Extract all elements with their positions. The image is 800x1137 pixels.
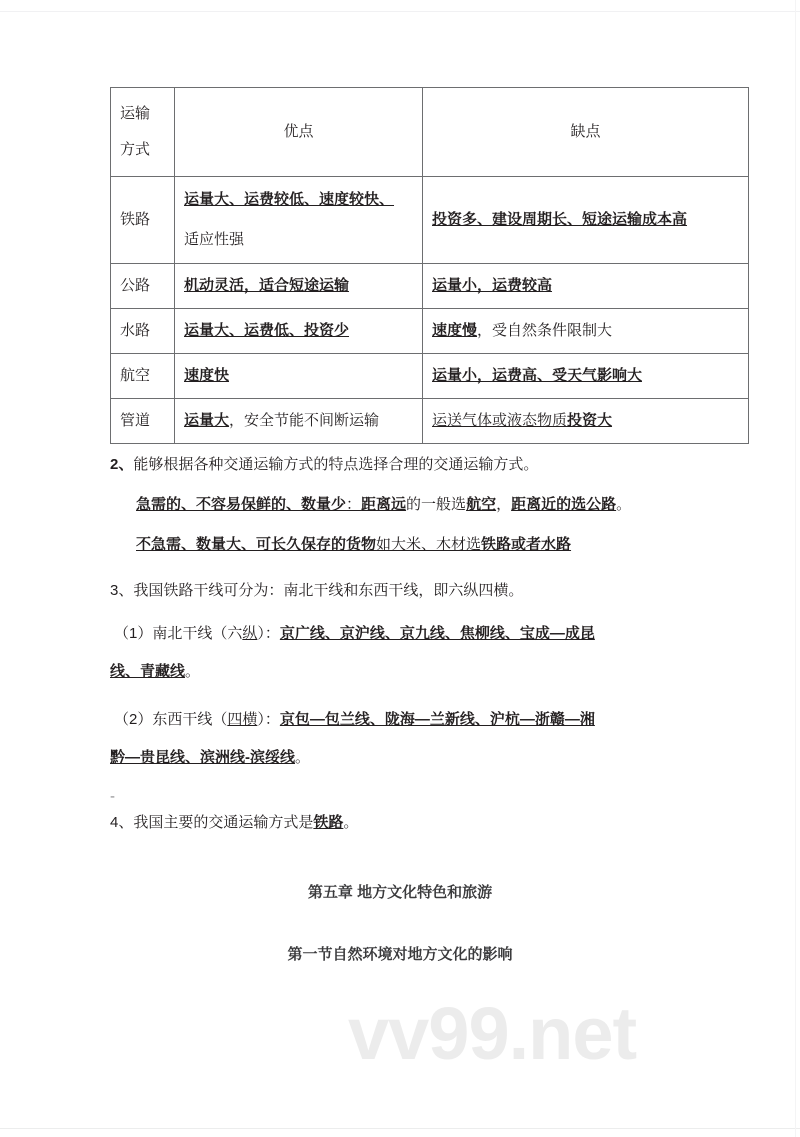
paragraph-item-3-sub-2-line-1 bbox=[114, 710, 595, 730]
highway-con-text: 运量小，运费较高 bbox=[432, 277, 553, 294]
header-cell-advantages: 优点 bbox=[175, 88, 423, 177]
item-4-text: 我国主要的交通运输方式是 bbox=[133, 814, 314, 831]
watermark: vv99.net bbox=[348, 992, 637, 1075]
cell-mode-highway: 公路 bbox=[111, 264, 175, 309]
sub1-plain-4: 。 bbox=[616, 496, 632, 513]
page-bottom-edge-line bbox=[0, 1128, 800, 1129]
waterway-pro-text: 运量大、运费低、投资少 bbox=[184, 322, 350, 339]
sub2-plain-1: 如大米、木材选 bbox=[376, 536, 482, 553]
table-row bbox=[111, 264, 749, 309]
highway-pro-text: 机动灵活，适合短途运输 bbox=[184, 277, 350, 294]
sub1-bold-3: 航空 bbox=[466, 496, 497, 513]
cell-advantages-rail bbox=[175, 177, 423, 264]
header-mode-line2: 方式 bbox=[120, 141, 151, 158]
sub1-bold-2: 距离远 bbox=[361, 496, 407, 513]
paragraph-item-3-sub-1-line-2 bbox=[110, 662, 200, 682]
sub3-2-period: 。 bbox=[295, 749, 311, 766]
sub1-plain-3: ， bbox=[496, 496, 512, 513]
sub3-1-lines-cont: 线、青藏线 bbox=[110, 663, 186, 680]
item-3-number: 3、 bbox=[110, 582, 134, 599]
sub1-plain-1: ： bbox=[346, 496, 362, 513]
paragraph-item-3 bbox=[110, 581, 523, 601]
aviation-con-text: 运量小，运费高、受天气影响大 bbox=[432, 367, 643, 384]
item-2-text: 能够根据各种交通运输方式的特点选择合理的交通运输方式。 bbox=[133, 456, 539, 473]
section-heading: 第一节自然环境对地方文化的影响 bbox=[287, 946, 513, 963]
sub3-1-period: 。 bbox=[185, 663, 201, 680]
separator-dash: - bbox=[110, 788, 115, 805]
rail-pro-line2: 适应性强 bbox=[184, 231, 245, 248]
cell-disadvantages-highway bbox=[423, 264, 749, 309]
cell-mode-rail: 铁路 bbox=[111, 177, 175, 264]
sub1-bold-4: 距离近的选公路 bbox=[511, 496, 617, 513]
cell-disadvantages-waterway bbox=[423, 309, 749, 354]
chapter-heading: 第五章 地方文化特色和旅游 bbox=[307, 884, 493, 901]
sub3-2-label: （2）东西干线（ bbox=[114, 711, 228, 728]
sub2-bold-2: 铁路或者水路 bbox=[481, 536, 572, 553]
cell-mode-aviation: 航空 bbox=[111, 354, 175, 399]
cell-advantages-waterway bbox=[175, 309, 423, 354]
table-header-row bbox=[111, 88, 749, 177]
item-3-text: 我国铁路干线可分为：南北干线和东西干线，即六纵四横。 bbox=[133, 582, 524, 599]
sub1-plain-2: 的一般选 bbox=[406, 496, 467, 513]
sub3-2-label-underline: 四横 bbox=[227, 711, 258, 728]
rail-pro-line1: 运量大、运费较低、速度较快、 bbox=[184, 191, 395, 208]
sub3-1-label: （1）南北干线（六 bbox=[114, 625, 243, 642]
aviation-pro-text: 速度快 bbox=[184, 367, 230, 384]
transport-modes-table bbox=[110, 87, 749, 444]
sub2-bold-1: 不急需、数量大、可长久保存的货物 bbox=[136, 536, 377, 553]
pipeline-con-bold: 投资大 bbox=[567, 412, 613, 429]
header-cell-disadvantages: 缺点 bbox=[423, 88, 749, 177]
sub3-1-lines: 京广线、京沪线、京九线、焦柳线、宝成—成昆 bbox=[279, 625, 595, 642]
paragraph-item-3-sub-2-line-2 bbox=[110, 748, 310, 768]
header-mode-line1: 运输 bbox=[120, 105, 151, 122]
sub3-2-label-end: ）： bbox=[257, 711, 280, 728]
pipeline-pro-plain: ，安全节能不间断运输 bbox=[229, 412, 380, 429]
paragraph-item-2-sub-2 bbox=[136, 535, 571, 555]
cell-disadvantages-pipeline bbox=[423, 399, 749, 444]
page-right-edge-line bbox=[795, 0, 796, 1137]
page-top-edge-line bbox=[0, 11, 800, 12]
item-4-bold: 铁路 bbox=[313, 814, 344, 831]
sub3-1-label-end: ）： bbox=[257, 625, 280, 642]
item-4-number: 4、 bbox=[110, 814, 134, 831]
table-row bbox=[111, 399, 749, 444]
table-row bbox=[111, 309, 749, 354]
header-cell-mode bbox=[111, 88, 175, 177]
item-2-number: 2、 bbox=[110, 456, 134, 473]
paragraph-item-2 bbox=[110, 455, 538, 475]
sub1-bold-1: 急需的、不容易保鲜的、数量少 bbox=[136, 496, 347, 513]
pipeline-pro-bold: 运量大 bbox=[184, 412, 230, 429]
waterway-con-plain: ，受自然条件限制大 bbox=[477, 322, 613, 339]
paragraph-item-4 bbox=[110, 813, 358, 833]
cell-disadvantages-rail bbox=[423, 177, 749, 264]
pipeline-con-plain: 运送气体或液态物质 bbox=[432, 412, 568, 429]
paragraph-item-2-sub-1 bbox=[136, 495, 631, 515]
cell-mode-pipeline: 管道 bbox=[111, 399, 175, 444]
cell-advantages-pipeline bbox=[175, 399, 423, 444]
table-row bbox=[111, 354, 749, 399]
item-4-end: 。 bbox=[343, 814, 359, 831]
waterway-con-bold: 速度慢 bbox=[432, 322, 478, 339]
rail-con-text: 投资多、建设周期长、短途运输成本高 bbox=[432, 211, 688, 228]
cell-mode-waterway: 水路 bbox=[111, 309, 175, 354]
table-row bbox=[111, 177, 749, 264]
cell-disadvantages-aviation bbox=[423, 354, 749, 399]
cell-advantages-aviation bbox=[175, 354, 423, 399]
paragraph-item-3-sub-1-line-1 bbox=[114, 624, 595, 644]
sub3-2-lines-cont: 黔—贵昆线、滨洲线-滨绥线 bbox=[110, 749, 295, 766]
sub3-2-lines: 京包—包兰线、陇海—兰新线、沪杭—浙赣—湘 bbox=[279, 711, 595, 728]
cell-advantages-highway bbox=[175, 264, 423, 309]
sub3-1-label-underline: 纵 bbox=[242, 625, 258, 642]
